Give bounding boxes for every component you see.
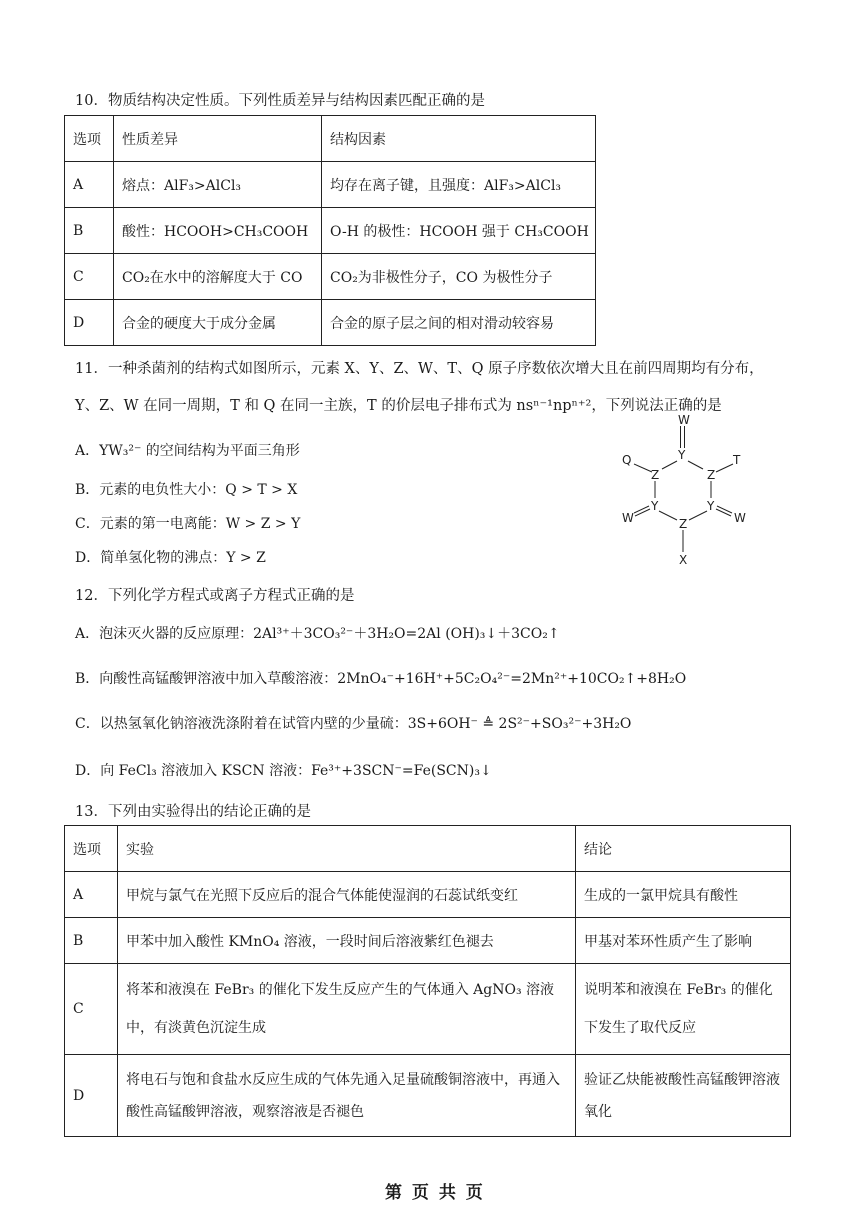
table-cell: 熔点：AlF₃>AlCl₃	[114, 162, 322, 208]
structure-bonds	[634, 426, 733, 552]
table-cell: A	[65, 872, 118, 918]
structure-label-w-left: W	[622, 511, 634, 525]
table-row	[65, 964, 791, 1055]
structure-label-t: T	[733, 453, 741, 467]
table-header-row	[65, 116, 596, 162]
structure-label-y-right: Y	[707, 499, 715, 513]
q11-option-a: A．YW₃²⁻ 的空间结构为平面三角形	[75, 443, 300, 459]
q10-title: 10．物质结构决定性质。下列性质差异与结构因素匹配正确的是	[75, 93, 485, 109]
table-cell: 验证乙炔能被酸性高锰酸钾溶液氧化	[576, 1055, 791, 1137]
q12-option-c: C．以热氢氧化钠溶液洗涤附着在试管内壁的少量硫：3S+6OH⁻ ≜ 2S²⁻+SO₃²⁻+3H₂O	[75, 716, 632, 732]
table-cell: 甲烷与氯气在光照下反应后的混合气体能使湿润的石蕊试纸变红	[118, 872, 576, 918]
table-header-cell: 性质差异	[114, 116, 322, 162]
table-cell: 均存在离子键，且强度：AlF₃>AlCl₃	[322, 162, 596, 208]
q13-title: 13．下列由实验得出的结论正确的是	[75, 804, 311, 820]
table-row	[65, 300, 596, 346]
structure-label-z-right: Z	[707, 468, 716, 482]
structure-label-w-top: W	[678, 413, 690, 427]
table-header-cell: 选项	[65, 826, 118, 872]
q12-option-b: B．向酸性高锰酸钾溶液中加入草酸溶液：2MnO₄⁻+16H⁺+5C₂O₄²⁻=2Mn²⁺+10CO₂↑+8H₂O	[75, 671, 687, 687]
table-cell: 生成的一氯甲烷具有酸性	[576, 872, 791, 918]
table-cell: C	[65, 964, 118, 1055]
table-cell: A	[65, 162, 114, 208]
table-cell: 将苯和液溴在 FeBr₃ 的催化下发生反应产生的气体通入 AgNO₃ 溶液中，有淡黄色沉淀生成	[118, 964, 576, 1055]
q11-line1: 11．一种杀菌剂的结构式如图所示，元素 X、Y、Z、W、T、Q 原子序数依次增大且在前四周期均有分布，	[75, 361, 764, 377]
table-header-cell: 结论	[576, 826, 791, 872]
structure-label-y-top: Y	[678, 448, 686, 462]
table-cell: B	[65, 918, 118, 964]
q10-table	[64, 115, 596, 346]
table-header-cell: 选项	[65, 116, 114, 162]
table-header-cell: 结构因素	[322, 116, 596, 162]
structure-label-x: X	[679, 553, 688, 567]
table-row	[65, 254, 596, 300]
structure-label-z-bottom: Z	[679, 517, 688, 531]
structure-label-y-left: Y	[651, 499, 659, 513]
table-cell: 甲苯中加入酸性 KMnO₄ 溶液，一段时间后溶液紫红色褪去	[118, 918, 576, 964]
table-cell: 甲基对苯环性质产生了影响	[576, 918, 791, 964]
q13-table	[64, 825, 791, 1137]
table-cell: CO₂为非极性分子，CO 为极性分子	[322, 254, 596, 300]
q11-option-b: B．元素的电负性大小：Q > T > X	[75, 482, 298, 498]
table-cell: D	[65, 300, 114, 346]
table-cell: 合金的原子层之间的相对滑动较容易	[322, 300, 596, 346]
q12-option-d: D．向 FeCl₃ 溶液加入 KSCN 溶液：Fe³⁺+3SCN⁻=Fe(SCN)₃↓	[75, 763, 492, 779]
table-cell: 酸性：HCOOH>CH₃COOH	[114, 208, 322, 254]
table-row	[65, 872, 791, 918]
table-cell: O-H 的极性：HCOOH 强于 CH₃COOH	[322, 208, 596, 254]
table-cell: 合金的硬度大于成分金属	[114, 300, 322, 346]
q12-option-a: A．泡沫灭火器的反应原理：2Al³⁺＋3CO₃²⁻＋3H₂O=2Al (OH)₃↓＋3CO₂↑	[75, 626, 560, 642]
table-cell: B	[65, 208, 114, 254]
molecule-structure-diagram	[600, 412, 770, 572]
page-footer: 第 页 共 页	[385, 1183, 485, 1203]
table-cell: 将电石与饱和食盐水反应生成的气体先通入足量硫酸铜溶液中，再通入酸性高锰酸钾溶液，观察溶液是否褪色	[118, 1055, 576, 1137]
table-cell: CO₂在水中的溶解度大于 CO	[114, 254, 322, 300]
q11-option-c: C．元素的第一电离能：W > Z > Y	[75, 516, 301, 532]
table-row	[65, 208, 596, 254]
table-row	[65, 918, 791, 964]
structure-label-q: Q	[622, 453, 632, 467]
table-row	[65, 1055, 791, 1137]
table-header-row	[65, 826, 791, 872]
structure-label-z-left: Z	[651, 468, 660, 482]
q11-option-d: D．简单氢化物的沸点：Y > Z	[75, 550, 266, 566]
table-cell: 说明苯和液溴在 FeBr₃ 的催化下发生了取代反应	[576, 964, 791, 1055]
q12-title: 12．下列化学方程式或离子方程式正确的是	[75, 588, 355, 604]
table-row	[65, 162, 596, 208]
structure-label-w-right: W	[734, 511, 746, 525]
table-cell: C	[65, 254, 114, 300]
table-header-cell: 实验	[118, 826, 576, 872]
q11-line2: Y、Z、W 在同一周期，T 和 Q 在同一主族，T 的价层电子排布式为 nsⁿ⁻¹npⁿ⁺²，下列说法正确的是	[75, 398, 722, 414]
table-cell: D	[65, 1055, 118, 1137]
